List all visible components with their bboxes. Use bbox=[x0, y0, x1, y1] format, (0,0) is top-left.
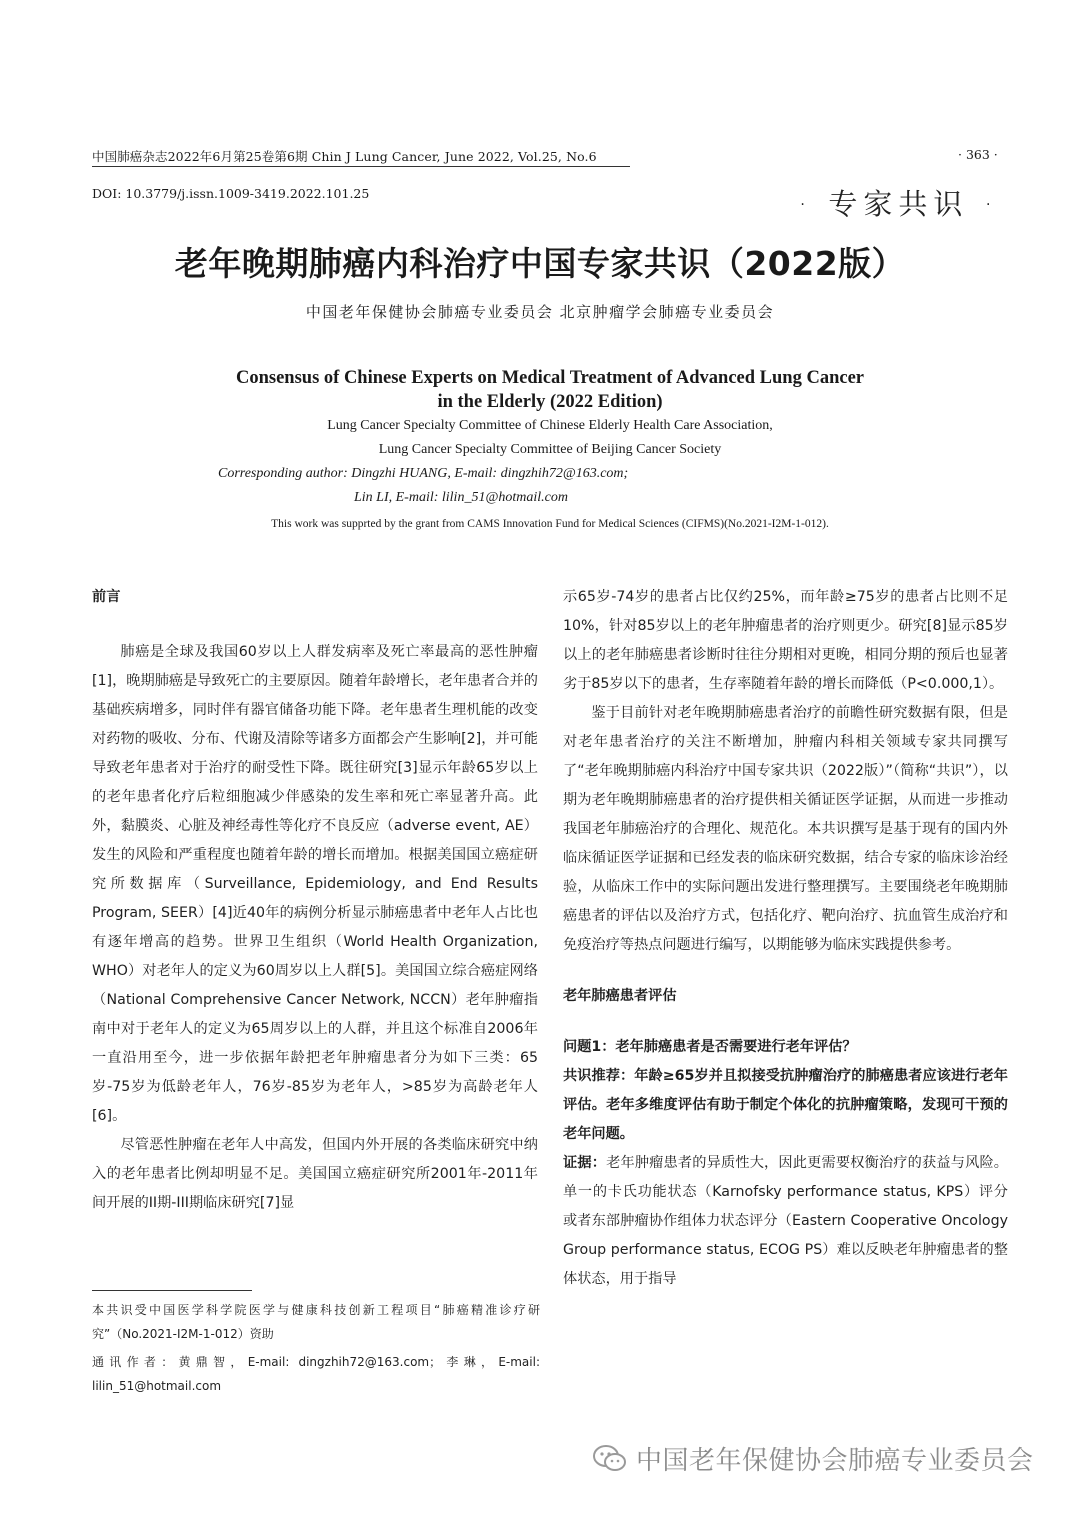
paragraph: 鉴于目前针对老年晚期肺癌患者治疗的前瞻性研究数据有限，但是对老年患者治疗的关注不断增加，肿瘤内科相关领域专家共同撰写了“老年晚期肺癌内科治疗中国专家共识（2022版）”（简称“共识”），以期为老年晚期肺癌患者的治疗提供相关循证医学证据，从而进一步推动我国老年肺癌治疗的合理化、规范化。本共识撰写是基于现有的国内外临床循证医学证据和已经发表的临床研究数据，结合专家的临床诊治经验，从临床工作中的实际问题出发进行整理撰写。主要围绕老年晚期肺癌患者的评估以及治疗方式，包括化疗、靶向治疗、抗血管生成治疗和免疫治疗等热点问题进行编写，以期能够为临床实践提供参考。 bbox=[563, 705, 1008, 953]
section-heading-assessment: 老年肺癌患者评估 bbox=[563, 988, 677, 1004]
affiliation-line1: Lung Cancer Specialty Committee of Chinese Elderly Health Care Association, bbox=[327, 418, 773, 433]
wechat-watermark bbox=[592, 1440, 1034, 1477]
left-column bbox=[92, 583, 538, 1218]
title-english-line1: Consensus of Chinese Experts on Medical Treatment of Advanced Lung Cancer bbox=[236, 368, 864, 388]
right-column bbox=[563, 583, 1008, 1294]
corresponding-author-line2: Lin LI, E-mail: lilin_51@hotmail.com bbox=[354, 490, 568, 505]
consensus-recommendation: 共识推荐：年龄≥65岁并且拟接受抗肿瘤治疗的肺癌患者应该进行老年评估。老年多维度评估有助于制定个体化的抗肿瘤策略，发现可干预的老年问题。 bbox=[563, 1068, 1008, 1142]
title-chinese: 老年晚期肺癌内科治疗中国专家共识（2022版） bbox=[174, 244, 906, 283]
footnote-funding: 本共识受中国医学科学院医学与健康科技创新工程项目“肺癌精准诊疗研究”（No.2021-I2M-1-012）资助 bbox=[92, 1303, 540, 1341]
title-english-line2: in the Elderly (2022 Edition) bbox=[437, 392, 663, 412]
evidence-label: 证据： bbox=[563, 1155, 607, 1171]
footnote-contact: 通讯作者：黄鼎智，E-mail: dingzhih72@163.com；李琳，E-mail: lilin_51@hotmail.com bbox=[92, 1355, 540, 1393]
grant-note: This work was supprted by the grant from CAMS Innovation Fund for Medical Sciences (CIFMS)(No.2021-I2M-1-012). bbox=[271, 518, 829, 530]
footnote-rule bbox=[92, 1290, 252, 1291]
footnotes bbox=[92, 1298, 540, 1398]
wechat-icon bbox=[592, 1444, 628, 1474]
evidence-text: 老年肿瘤患者的异质性大，因此更需要权衡治疗的获益与风险。单一的卡氏功能状态（Karnofsky performance status, KPS）评分或者东部肿瘤协作组体力状态评分（Eastern Cooperative Oncology Group performance status, ECOG PS）难以反映老年肿瘤患者的整体状态，用于指导 bbox=[563, 1155, 1008, 1287]
watermark-text: 中国老年保健协会肺癌专业委员会 bbox=[636, 1446, 1034, 1476]
corresponding-author-line1: Corresponding author: Dingzhi HUANG, E-mail: dingzhih72@163.com; bbox=[218, 466, 629, 481]
authors-chinese: 中国老年保健协会肺癌专业委员会 北京肿瘤学会肺癌专业委员会 bbox=[305, 303, 775, 321]
page-number: · 363 · bbox=[958, 147, 998, 162]
question-1: 问题1：老年肺癌患者是否需要进行老年评估？ bbox=[563, 1039, 857, 1055]
paragraph: 尽管恶性肿瘤在老年人中高发，但国内外开展的各类临床研究中纳入的老年患者比例却明显不足。美国国立癌症研究所2001年-2011年间开展的II期-III期临床研究[7]显 bbox=[92, 1137, 538, 1211]
section-tag: · 专家共识 · bbox=[798, 187, 999, 221]
paragraph: 肺癌是全球及我国60岁以上人群发病率及死亡率最高的恶性肿瘤[1]，晚期肺癌是导致死亡的主要原因。随着年龄增长，老年患者合并的基础疾病增多，同时伴有器官储备功能下降。老年患者生理机能的改变对药物的吸收、分布、代谢及清除等诸多方面都会产生影响[2]，并可能导致老年患者对于治疗的耐受性下降。既往研究[3]显示年龄65岁以上的老年患者化疗后粒细胞减少伴感染的发生率和死亡率显著升高。此外，黏膜炎、心脏及神经毒性等化疗不良反应（adverse event, AE）发生的风险和严重程度也随着年龄的增长而增加。根据美国国立癌症研究所数据库（Surveillance, Epidemiology, and End Results Program, SEER）[4]近40年的病例分析显示肺癌患者中老年人占比也有逐年增高的趋势。世界卫生组织（World Health Organization, WHO）对老年人的定义为60周岁以上人群[5]。美国国立综合癌症网络（National Comprehensive Cancer Network, NCCN）老年肿瘤指南中对于老年人的定义为65周岁以上的人群，并且这个标准自2006年一直沿用至今，进一步依据年龄把老年肿瘤患者分为如下三类：65岁-75岁为低龄老年人，76岁-85岁为老年人，>85岁为高龄老年人[6]。 bbox=[92, 644, 538, 1124]
running-head: 中国肺癌杂志2022年6月第25卷第6期 Chin J Lung Cancer, June 2022, Vol.25, No.6 bbox=[92, 149, 597, 164]
section-heading-preface: 前言 bbox=[92, 589, 121, 605]
english-front-matter bbox=[180, 366, 920, 534]
paragraph: 示65岁-74岁的患者占比仅约25%，而年龄≥75岁的患者占比则不足10%，针对85岁以上的老年肿瘤患者的治疗则更少。研究[8]显示85岁以上的老年肺癌患者诊断时往往分期相对更晚，相同分期的预后也显著劣于85岁以下的患者，生存率随着年龄的增长而降低（P<0.000,1）。 bbox=[563, 589, 1008, 692]
running-head-rule bbox=[92, 166, 630, 167]
affiliation-line2: Lung Cancer Specialty Committee of Beijing Cancer Society bbox=[378, 442, 722, 457]
doi[interactable]: DOI: 10.3779/j.issn.1009-3419.2022.101.25 bbox=[92, 186, 370, 201]
evidence-paragraph bbox=[563, 1149, 1008, 1294]
